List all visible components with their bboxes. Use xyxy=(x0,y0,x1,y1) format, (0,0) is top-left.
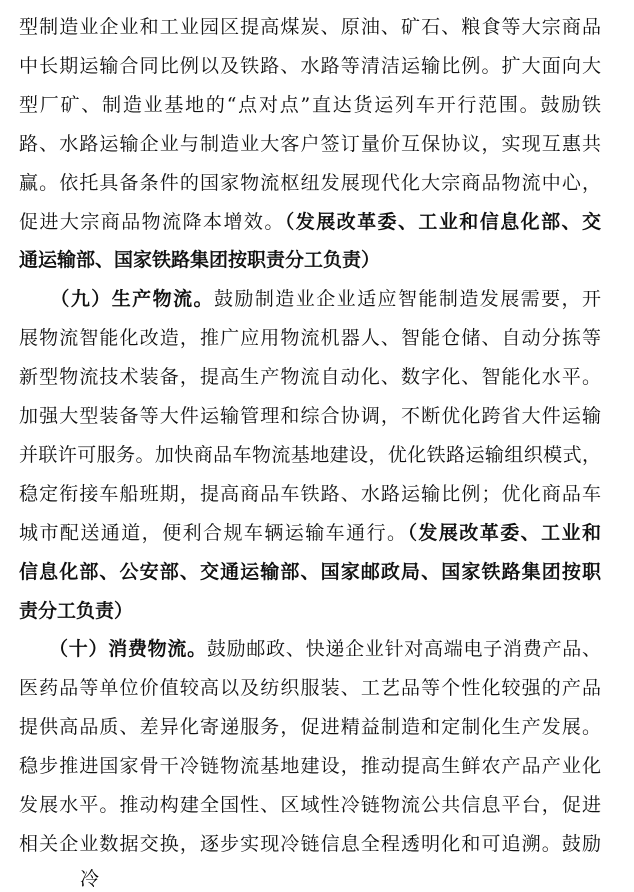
text-line xyxy=(19,248,601,272)
bold-text-segment: （发展改革委、工业和 xyxy=(407,521,601,544)
text-line xyxy=(19,793,601,817)
text-line xyxy=(19,521,601,545)
text-line xyxy=(19,15,601,39)
text-segment: 稳定衔接车船班期，提高商品车铁路、水路运输比例；优化商品车 xyxy=(19,482,601,505)
text-segment: 路、水路运输企业与制造业大客户签订量价互保协议，实现互惠共 xyxy=(19,132,601,155)
text-line xyxy=(19,482,601,506)
text-segment: 提供高品质、差异化寄递服务，促进精益制造和定制化生产发展。 xyxy=(19,716,601,739)
text-line xyxy=(19,365,601,389)
text-line xyxy=(19,637,601,661)
bold-text-segment: （九）生产物流。 xyxy=(19,288,214,311)
text-line xyxy=(19,132,601,156)
text-line xyxy=(19,210,601,234)
text-segment: 城市配送通道，便利合规车辆运输车通行。 xyxy=(19,521,408,544)
text-line xyxy=(19,443,601,467)
bold-text-segment: 通运输部、国家铁路集团按职责分工负责） xyxy=(19,249,381,272)
text-line xyxy=(19,287,601,311)
text-line xyxy=(19,326,601,350)
cut-off-next-line: 冷 xyxy=(80,869,100,890)
text-line xyxy=(19,599,601,623)
bold-text-segment: 责分工负责） xyxy=(19,599,134,622)
text-line xyxy=(19,560,601,584)
text-segment: 相关企业数据交换，逐步实现冷链信息全程透明化和可追溯。鼓励 xyxy=(19,832,601,855)
text-line xyxy=(19,676,601,700)
text-segment: 鼓励制造业企业适应智能制造发展需要，开 xyxy=(213,288,601,311)
text-line xyxy=(19,715,601,739)
text-segment: 医药品等单位价值较高以及纺织服装、工艺品等个性化较强的产品 xyxy=(19,677,601,700)
text-segment: 加强大型装备等大件运输管理和综合协调，不断优化跨省大件运输 xyxy=(19,405,601,427)
text-segment: 型制造业企业和工业园区提高煤炭、原油、矿石、粮食等大宗商品 xyxy=(19,16,601,38)
bold-text-segment: （十）消费物流。 xyxy=(19,638,207,661)
text-segment: 促进大宗商品物流降本增效。 xyxy=(19,210,285,233)
text-segment: 稳步推进国家骨干冷链物流基地建设，推动提高生鲜农产品产业化 xyxy=(19,755,601,778)
text-segment: 型厂矿、制造业基地的“点对点”直达货运列车开行范围。鼓励铁 xyxy=(19,93,601,116)
text-segment: 展物流智能化改造，推广应用物流机器人、智能仓储、自动分拣等 xyxy=(19,327,601,350)
text-line xyxy=(19,754,601,778)
text-segment: 鼓励邮政、快递企业针对高端电子消费产品、 xyxy=(206,638,601,661)
text-segment: 新型物流技术装备，提高生产物流自动化、数字化、智能化水平。 xyxy=(19,366,601,389)
text-line xyxy=(19,832,601,856)
text-line xyxy=(19,93,601,117)
bold-text-segment: 信息化部、公安部、交通运输部、国家邮政局、国家铁路集团按职 xyxy=(19,560,601,583)
text-segment: 发展水平。推动构建全国性、区域性冷链物流公共信息平台，促进 xyxy=(19,794,601,816)
text-segment: 并联许可服务。加快商品车物流基地建设，优化铁路运输组织模式， xyxy=(19,443,601,466)
text-segment: 赢。依托具备条件的国家物流枢纽发展现代化大宗商品物流中心， xyxy=(19,171,601,194)
text-line xyxy=(19,54,601,78)
bold-text-segment: （发展改革委、工业和信息化部、交 xyxy=(284,210,601,233)
text-segment: 中长期运输合同比例以及铁路、水路等清洁运输比例。扩大面向大 xyxy=(19,54,601,77)
text-line xyxy=(19,404,601,428)
text-line xyxy=(19,171,601,195)
